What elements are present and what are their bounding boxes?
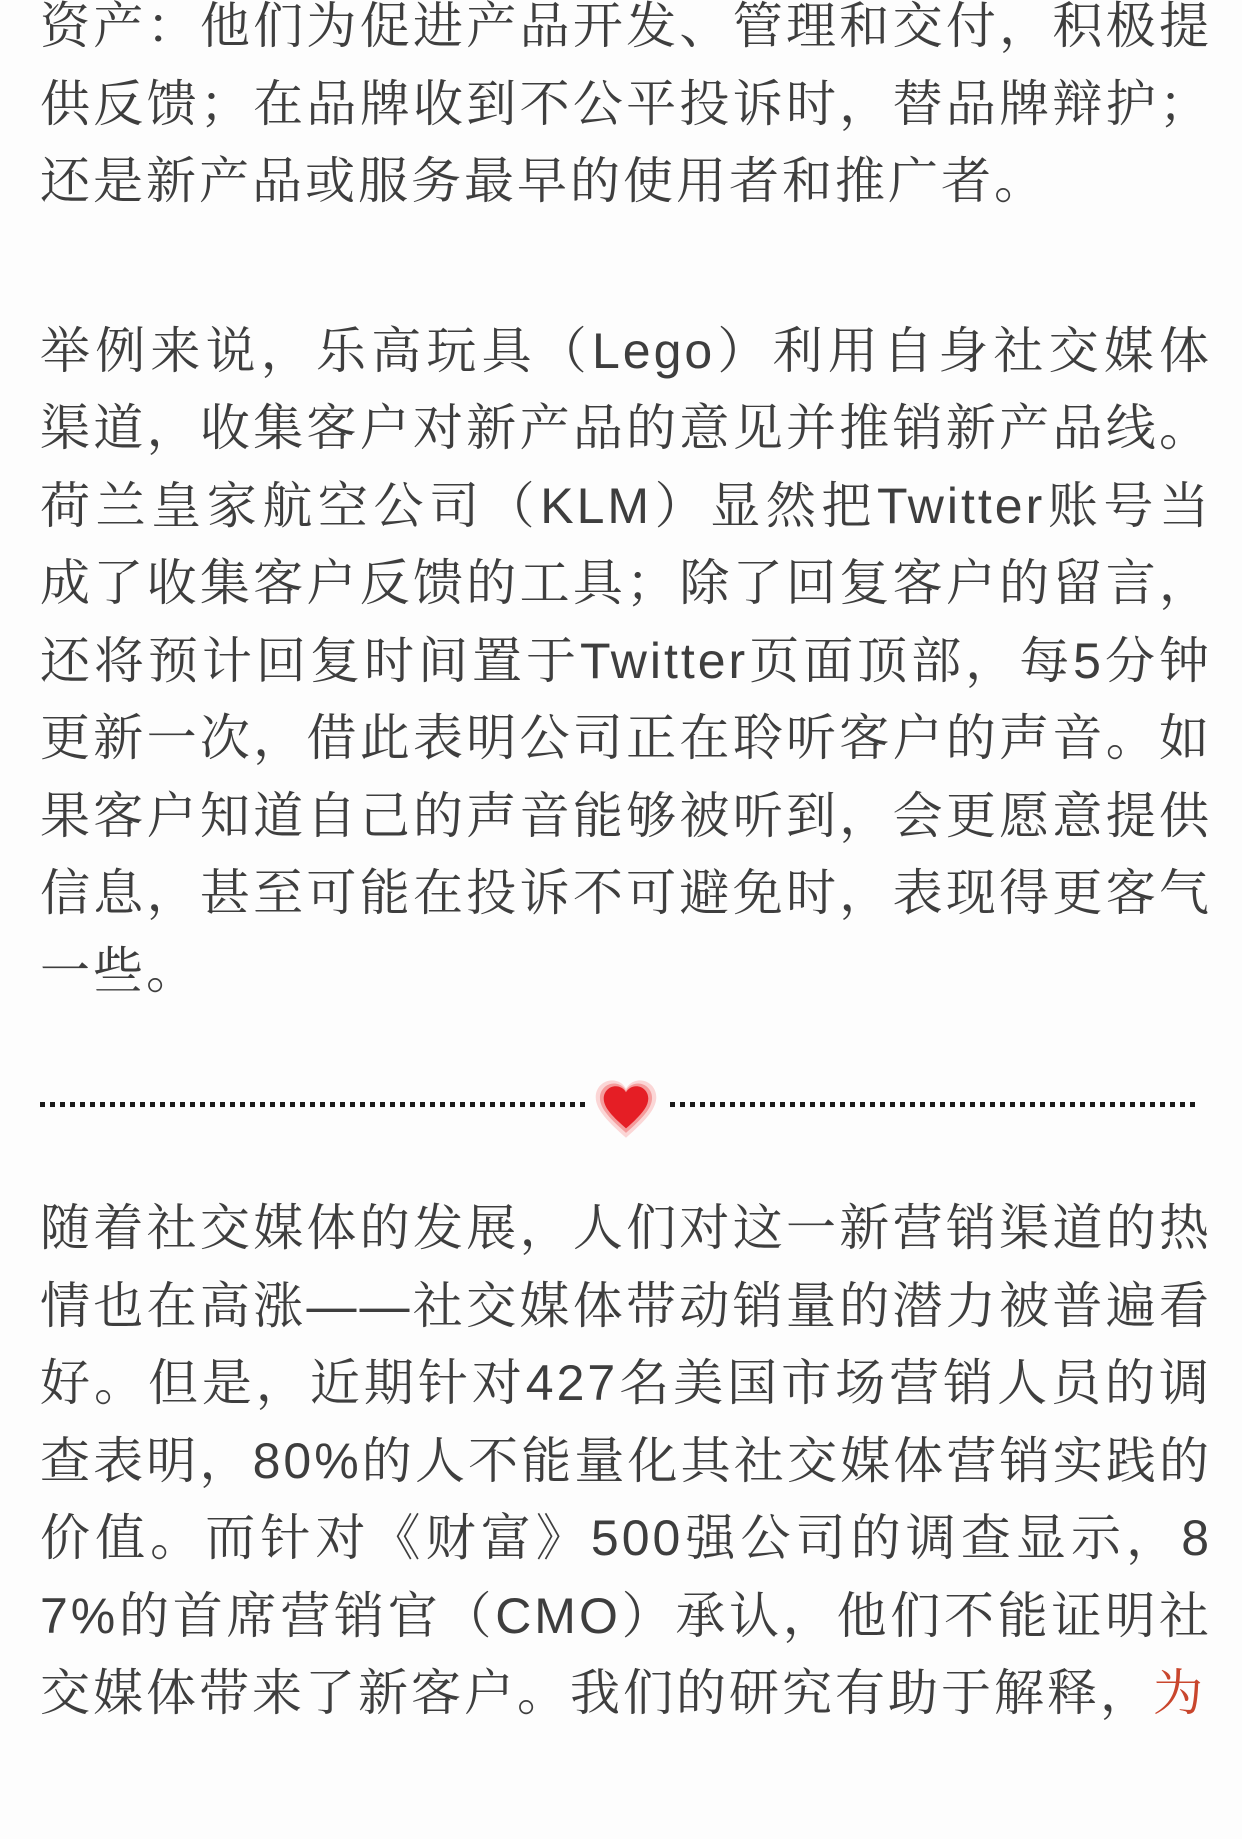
paragraph-text: 举例来说，乐高玩具（Lego）利用自身社交媒体渠道，收集客户对新产品的意见并推销新产品线。荷兰皇家航空公司（KLM）显然把Twitter账号当成了收集客户反馈的工具；除了回复客户的留言，还将预计回复时间置于Twitter页面顶部，每5分钟更新一次，借此表明公司正在聆听客户的声音。如果客户知道自己的声音能够被听到，会更愿意提供信息，甚至可能在投诉不可避免时，表现得更客气一些。 (40, 322, 1212, 999)
heart-icon (586, 1080, 666, 1134)
inline-link[interactable]: 为 (1153, 1665, 1206, 1721)
paragraph (40, 313, 1212, 1011)
paragraph (40, 0, 1212, 221)
paragraph-text: 资产：他们为促进产品开发、管理和交付，积极提供反馈；在品牌收到不公平投诉时，替品牌辩护；还是新产品或服务最早的使用者和推广者。 (40, 0, 1212, 209)
heart-divider (40, 1102, 1212, 1107)
paragraph (40, 1190, 1212, 1733)
paragraph-text: 随着社交媒体的发展，人们对这一新营销渠道的热情也在高涨——社交媒体带动销量的潜力被普遍看好。但是，近期针对427名美国市场营销人员的调查表明，80%的人不能量化其社交媒体营销实践的价值。而针对《财富》500强公司的调查显示，87%的首席营销官（CMO）承认，他们不能证明社交媒体带来了新客户。我们的研究有助于解释， (40, 1200, 1213, 1721)
